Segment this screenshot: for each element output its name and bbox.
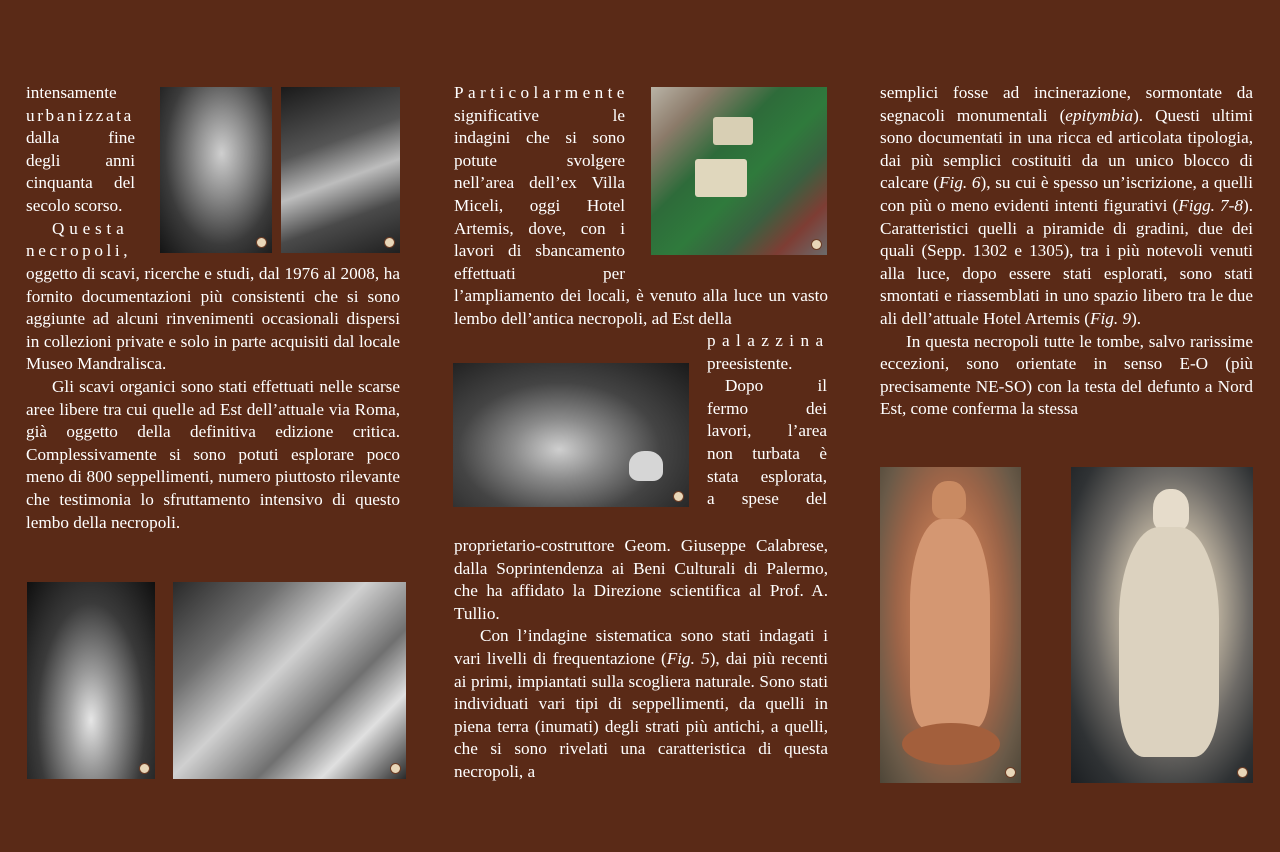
col2-right-line: a spese del [707,489,827,509]
col2-wrap-line: significative le [454,105,625,125]
col2-wrap-line: effettuati per [454,263,625,283]
vase-shape [629,451,663,481]
pyramid-monument-shape [695,159,747,197]
figure-photo-excavation-2 [281,87,400,253]
col2-wrap-line: nell’area dell’ex Villa [454,173,625,193]
col1-wrap-line: degli anni [26,150,135,170]
statuette-head-shape [1153,489,1189,531]
col1-paragraph-1: oggetto di scavi, ricerche e studi, dal 1976 al 2008, ha fornito documentazioni più consistenti che si sono aggiunte ad alcuni rinvenimenti occasionali dispersi in collezioni private e solo in parte acquisiti dal locale Museo Mandralisca. [26,264,400,374]
figure-number-badge [384,237,395,248]
col2-right-line: Dopo il [725,376,827,396]
col2-right-line: lavori, l’area [707,421,827,441]
figure-photo-excavation-1 [160,87,272,253]
figure-photo-tombs [173,582,406,779]
figure-photo-burial-vase [453,363,689,507]
col3-paragraph-2: In questa necropoli tutte le tombe, salvo rarissime eccezioni, sono orientate in senso E-O (più precisamente NE-SO) con la testa del defunto a Nord Est, come conferma la stessa [880,331,1253,419]
figure-photo-terracotta-statuette [880,467,1021,783]
statuette-head-shape [932,481,966,519]
figure-number-badge [673,491,684,502]
col2-wrap-line: potute svolgere [454,150,625,170]
figure-photo-hotel-courtyard [651,87,827,255]
col1-wrap-line: necropoli, [26,241,132,261]
col1-wrap-line: intensamente [26,83,117,102]
column-2-right-wrap [707,330,830,511]
column-1-body [26,263,400,534]
col1-wrap-line: secolo scorso. [26,195,123,215]
col1-paragraph-2: Gli scavi organici sono stati effettuati nelle scarse aree libere tra cui quelle ad Est dell’attuale via Roma, già oggetto della definitiva edizione critica. Complessivamente si sono potuti esplorare poco meno di 800 seppellimenti, numero piuttosto rilevante che testimonia lo sfruttamento intensivo di questo lembo della necropoli. [26,376,400,532]
col2-paragraph-1: proprietario-costruttore Geom. Giuseppe Calabrese, dalla Soprintendenza ai Beni Culturali di Palermo, che ha affidato la Direzione scientifica al Prof. A. Tullio. [454,536,828,623]
pyramid-monument-shape [713,117,753,145]
col2-wrap-line: indagini che si sono [454,128,625,148]
figure-number-badge [390,763,401,774]
statuette-body-shape [1119,527,1219,757]
col2-wrap-line: Artemis, dove, con i [454,218,625,238]
statuette-base-shape [902,723,1000,765]
col2-right-line: preesistente. [707,353,793,373]
col2-right-line: non turbata è [707,443,827,463]
column-2-full [454,285,828,330]
col2-wrap-line: Miceli, oggi Hotel [454,195,625,215]
figure-number-badge [256,237,267,248]
column-3-body [880,82,1253,421]
col1-wrap-line: urbanizzata [26,105,134,125]
figure-photo-white-statuette [1071,467,1253,783]
figure-number-badge [811,239,822,250]
col1-wrap-line: cinquanta del [26,173,135,193]
col2-paragraph-2: Con l’indagine sistematica sono stati indagati i vari livelli di frequentazione (Fig. 5), dai più recenti ai primi, impiantati sulla scogliera naturale. Sono stati individuati vari tipi di seppellimenti, da quelli in piena terra (inumati) degli strati più antichi, a quelli, che si sono rivelati una caratteristica di questa necropoli, a [454,626,828,781]
figure-number-badge [1237,767,1248,778]
col1-wrap-line: Questa [52,218,129,238]
col2-full-width-text: l’ampliamento dei locali, è venuto alla luce un vasto lembo dell’antica necropoli, ad Est della [454,286,828,328]
statuette-body-shape [910,519,990,729]
figure-number-badge [1005,767,1016,778]
col2-wrap-line: Particolarmente [454,83,629,102]
col1-wrap-line: dalla fine [26,128,135,148]
col2-right-line: fermo dei [707,398,827,418]
col2-wrap-line: lavori di sbancamento [454,241,625,261]
col3-paragraph-1: semplici fosse ad incinerazione, sormontate da segnacoli monumentali (epitymbia). Questi ultimi sono documentati in una ricca ed articolata tipologia, dai più semplici costituiti da un unico blocco di calcare (Fig. 6), su cui è spesso un’iscrizione, a quelli con più o meno evidenti intenti figurativi (Figg. 7-8). Caratteristici quelli a piramide di gradini, due dei quali (Sepp. 1302 e 1305), tra i più notevoli venuti alla luce, dopo essere stati esplorati, sono stati smontati e riassemblati in uno spazio libero tra le due ali dell’attuale Hotel Artemis (Fig. 9). [880,83,1253,328]
col2-right-line: stata esplorata, [707,466,827,486]
col2-right-line: palazzina [707,331,830,350]
column-2-wrap [454,82,629,285]
figure-number-badge [139,763,150,774]
figure-photo-stone-block [27,582,155,779]
column-1-wrap [26,82,135,263]
column-2-body [454,535,828,784]
